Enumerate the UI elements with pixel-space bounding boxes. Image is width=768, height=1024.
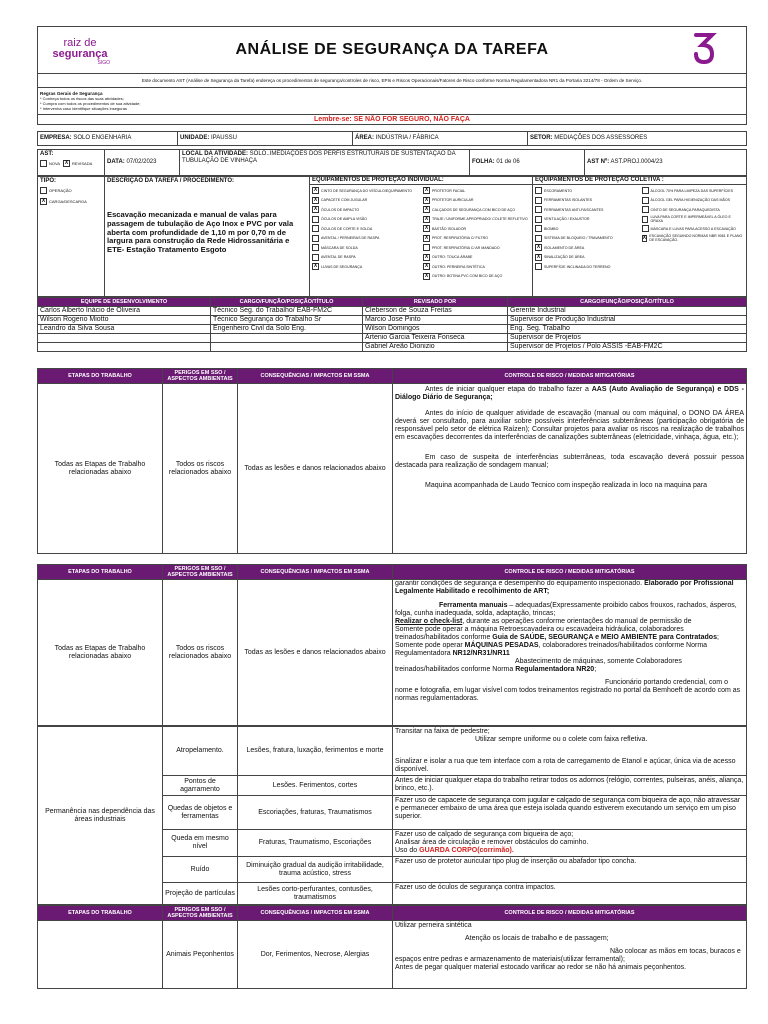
consequencia-cell: Diminuição gradual da audição irritabilidade, trauma acústico, stress xyxy=(238,857,393,883)
checkbox[interactable]: X xyxy=(313,187,318,194)
etapa-cell xyxy=(38,921,163,989)
checklist-item xyxy=(423,262,530,272)
controle-cell xyxy=(393,796,747,830)
checklist-item xyxy=(312,196,419,206)
epi-column-1 xyxy=(310,185,421,282)
team-cell: Wilson Domingos xyxy=(363,325,508,334)
checklist-label: MÁSCARA DE SOLDA xyxy=(321,245,358,250)
controle-text: Antes do início de qualquer atividade de escavação (manual ou com máquinal, o DONO DA ÁREA deverá ser consultado, para auxiliar sobre possíveis interferências subterrâneas (participação obrigatória de responsável pelo setor de elétrica Raízen); Consultar projetos para avaliar os riscos na realização de trabalhos em escavações decorrentes da interferências de canalizações subterrâneas (eletricidade, vinhaça, água, etc.); xyxy=(395,410,744,441)
checklist-item xyxy=(312,186,419,196)
checklist-item xyxy=(312,243,419,253)
checklist-item xyxy=(642,186,745,196)
checklist-item xyxy=(312,205,419,215)
data-value: 07/02/2023 xyxy=(126,159,157,165)
checkbox[interactable]: X xyxy=(313,196,318,203)
perigo-cell: Projeção de partículas xyxy=(163,883,238,905)
controle-text: garantir condições de segurança e desempenho do equipamento inspecionado. xyxy=(395,580,645,587)
checklist-item xyxy=(312,224,419,234)
setor-label: SETOR: xyxy=(530,135,553,141)
checklist-label: SINALIZAÇÃO DE ÁREA xyxy=(544,255,585,260)
controle-text: Analisar área de circulação e remover obstáculos do caminho. xyxy=(395,839,589,846)
checklist-label: VENTILAÇÃO / EXAUSTOR xyxy=(544,217,590,222)
checkbox[interactable] xyxy=(312,244,319,251)
controle-text: ; xyxy=(594,666,597,673)
unidade-value: IPAUSSU xyxy=(211,135,237,141)
checklist-item xyxy=(423,186,530,196)
team-cell: Gerente Industrial xyxy=(508,307,747,316)
team-cell xyxy=(211,334,363,343)
controle-cell xyxy=(393,921,747,989)
checkbox[interactable]: X xyxy=(536,244,541,251)
rules-box xyxy=(38,88,747,115)
local-label: LOCAL DA ATIVIDADE: xyxy=(182,151,248,157)
controle-text: Maquina acompanhada de Laudo Tecnico com inspeção realizada in loco na maquina para xyxy=(425,482,708,489)
epc-column-1 xyxy=(533,185,640,273)
perigo-cell: Quedas de objetos e ferramentas xyxy=(163,796,238,830)
controle-text: Transitar na faixa de pedestre; xyxy=(395,728,490,735)
checkbox[interactable] xyxy=(535,197,542,204)
risk-header: PERIGOS EM SSO / ASPECTOS AMBIENTAIS xyxy=(163,565,238,580)
checklist-label: ISOLAMENTO DE ÁREA xyxy=(544,245,585,250)
controle-bold: AAS (Auto Avaliação de Segurança) e DDS -Diálogo Diário de Segurança; xyxy=(395,386,744,401)
checklist-label: OUTRO: PERNEIRA SINTÉTICA xyxy=(432,264,485,269)
epi-label: EQUIPAMENTOS DE PROTEÇÃO INDIVIDUAL: xyxy=(310,177,532,185)
checkbox[interactable]: X xyxy=(424,215,429,222)
revisada-label: REVISADA xyxy=(72,161,93,166)
controle-text: Atenção os locais de trabalho e de passagem; xyxy=(465,935,609,942)
checklist-label: LUVAS DE SEGURANÇA xyxy=(321,264,363,269)
checklist-item xyxy=(535,215,638,225)
team-header: CARGO/FUNÇÃO/POSIÇÃO/TÍTULO xyxy=(508,298,747,307)
header-table xyxy=(37,26,747,74)
folha-value: 01 de 06 xyxy=(496,159,520,165)
remember-banner xyxy=(38,115,747,125)
team-cell: Wilson Rogerio Miotto xyxy=(38,316,211,325)
team-cell: Técnico Segurança do Trabalho Sr xyxy=(211,316,363,325)
checkbox[interactable] xyxy=(312,254,319,261)
controle-text: Utilizar sempre uniforme ou o colete com faixa refletiva. xyxy=(475,736,648,743)
rule-item: * Intervenha caso identifique situações inseguras xyxy=(40,106,127,111)
controle-bold: Ferramenta manuais xyxy=(439,602,508,609)
controle-cell xyxy=(393,830,747,857)
tipo-option: CARGA/DESCARGA xyxy=(49,199,87,204)
controle-text: Abastecimento de máquinas, somente Colaboradores treinados/habilitados conforme Norma xyxy=(395,658,682,673)
controle-text: Em caso de suspeita de interferências subterrâneas, toda escavação deverá possuir pessoa destacada para realização de sondagem manual; xyxy=(395,454,744,469)
desc-label: DESCRIÇÃO DA TAREFA / PROCEDIMENTO: xyxy=(107,178,235,184)
checklist-item xyxy=(312,215,419,225)
brand-symbol-icon xyxy=(662,27,747,74)
perigo-cell: Ruído xyxy=(163,857,238,883)
consequencia-cell: Lesões, fratura, luxação, ferimentos e morte xyxy=(238,727,393,776)
epi-column-2 xyxy=(421,185,532,282)
checkbox[interactable] xyxy=(535,206,542,213)
controle-bold: MÁQUINAS PESADAS xyxy=(464,642,539,649)
checkbox[interactable] xyxy=(642,187,649,194)
checklist-item xyxy=(423,205,530,215)
team-body xyxy=(38,307,747,352)
controle-text: Antes de iniciar qualquer etapa do trabalho fazer a xyxy=(425,386,592,393)
team-cell: Gabriel Areão Dionizio xyxy=(363,343,508,352)
intro-text: Este documento AST (Análise de Segurança da Tarefa) endereça os procedimentos de segurança/controles de risco, EPIs e Riscos Operacionais/Fatores de Risco conforme Norma Regulamentadora NR1 da Portaria 3214/78 - Ordem de Serviço. xyxy=(38,74,747,88)
team-cell: Supervisor de Projetos xyxy=(508,334,747,343)
team-header: EQUIPE DE DESENVOLVIMENTO xyxy=(38,298,211,307)
checklist-label: ÁLCOOL GEL PARA HIGIENIZAÇÃO DAS MÃOS xyxy=(650,198,731,203)
checkbox[interactable] xyxy=(312,216,319,223)
desc-cell xyxy=(105,177,310,297)
team-cell xyxy=(38,343,211,352)
risk-header: CONTROLE DE RISCO / MEDIDAS MITIGATÓRIAS xyxy=(393,369,747,384)
consequencia-cell: Todas as lesões e danos relacionados abaixo xyxy=(238,580,393,726)
checklist-label: SUPERFÍCIE INCLINADA DO TERRENO xyxy=(544,264,611,269)
epc-label: EQUIPAMENTOS DE PROTEÇÃO COLETIVA : xyxy=(533,177,746,185)
block3-body xyxy=(38,727,747,905)
team-cell: Eng. Seg. Trabalho xyxy=(508,325,747,334)
perigo-cell: Atropelamento. xyxy=(163,727,238,776)
team-cell: Artenio Garcia Teixeira Fonseca xyxy=(363,334,508,343)
consequencia-cell: Lesões corto-perfurantes, contusões, traumatismos xyxy=(238,883,393,905)
controle-text: Antes de iniciar qualquer etapa do trabalho retirar todos os adornos (relógio, correntes, pulseiras, anéis, aliança, brinco, etc.). xyxy=(395,777,744,792)
perigo-cell: Todos os riscos relacionados abaixo xyxy=(163,580,238,726)
checkbox[interactable]: X xyxy=(424,253,429,260)
controle-text: Fazer uso de capacete de segurança com jugular e calçado de segurança com biqueira de aço, não atravessar e permanecer embaixo de uma área que esteja isolada quando estiverem executando um serviço em um piso superior. xyxy=(395,797,741,820)
controle-cell xyxy=(393,883,747,905)
checkbox[interactable]: X xyxy=(424,206,429,213)
checklist-label: FERRAMENTAS ANTI-FAISCANTES xyxy=(544,207,604,212)
team-cell: Marcio Jose Pinto xyxy=(363,316,508,325)
checkbox[interactable] xyxy=(312,225,319,232)
controle-text: Sinalizar e isolar a rua que tem interface com a rota de carregamento de Etanol e açúcar, única via de acesso disponível. xyxy=(395,758,736,773)
checklist-item xyxy=(423,253,530,263)
controle-cell xyxy=(393,857,747,883)
checkbox[interactable]: X xyxy=(424,196,429,203)
controle-cell xyxy=(393,580,747,726)
rule-item: * Conheça todos os riscos das suas atividades; xyxy=(40,96,124,101)
checkbox[interactable]: X xyxy=(424,272,429,279)
checklist-item xyxy=(642,196,745,206)
checkbox[interactable] xyxy=(535,235,542,242)
checkbox[interactable] xyxy=(642,225,649,232)
checklist-item xyxy=(423,272,530,282)
risk-header: CONTROLE DE RISCO / MEDIDAS MITIGATÓRIAS xyxy=(393,906,747,921)
checkbox[interactable]: X xyxy=(642,234,647,241)
controle-text: , durante as operações conforme orientações do manual de permissão de xyxy=(462,618,692,625)
ast-type xyxy=(38,150,105,176)
controle-text: Não colocar as mãos em tocas, buracos e espaços entre pedras e armazenamento de materiais(utilizar ferramental); xyxy=(395,948,741,963)
rule-item: * Cumpra com todos os procedimentos de sua atividade; xyxy=(40,101,141,106)
controle-bold: Realizar o check-list xyxy=(395,618,463,625)
empresa-label: EMPRESA: xyxy=(40,135,72,141)
risk-table-2 xyxy=(37,564,747,726)
checklist-item xyxy=(535,253,638,263)
team-cell xyxy=(38,334,211,343)
controle-text: Somente pode operar a máquina Retroescavadeira ou escavadeira hidráulica, colaboradores treinados/habilitados conforme xyxy=(395,626,684,641)
checklist-label: PROTETOR FACIAL xyxy=(432,188,466,193)
checklist-item xyxy=(535,196,638,206)
team-cell xyxy=(211,343,363,352)
team-cell: Carlos Alberto Inácio de Oliveira xyxy=(38,307,211,316)
nova-checkbox[interactable] xyxy=(40,160,47,167)
checklist-label: OUTRO: TOUCA ÁRABE xyxy=(432,255,473,260)
risk-header: CONTROLE DE RISCO / MEDIDAS MITIGATÓRIAS xyxy=(393,565,747,580)
checklist-label: PROTETOR AURICULAR xyxy=(432,198,474,203)
checklist-item xyxy=(423,215,530,225)
consequencia-cell: Dor, Ferimentos, Necrose, Alergias xyxy=(238,921,393,989)
logo-line-1: raiz de xyxy=(63,36,97,49)
logo xyxy=(38,27,123,74)
operacao-checkbox[interactable] xyxy=(40,187,47,194)
checklist-label: ESCORAMENTO xyxy=(544,188,573,193)
checklist-label: LUVA PARA CORTE E IMPERMEÁVEL A ÓLEO E GRAXA xyxy=(650,215,731,224)
checklist-item xyxy=(642,234,745,244)
ast-num-value: AST.PROJ.0004/23 xyxy=(610,159,663,165)
perigo-cell: Pontos de agarramento xyxy=(163,776,238,796)
team-table xyxy=(37,297,747,352)
team-row xyxy=(38,316,747,325)
checkbox[interactable]: X xyxy=(313,263,318,270)
controle-text: ; xyxy=(716,634,719,641)
nova-label: NOVA xyxy=(49,161,61,166)
checklist-label: ÓCULOS DE CORTE E SOLDA xyxy=(321,226,373,231)
controle-text: Fazer uso de óculos de segurança contra impactos. xyxy=(395,884,556,891)
local-value: SOLO..IMEDIAÇÕES DOS PERFIS ESTRUTURAIS DE SUSTENTAÇÃO DA TUBULAÇÃO DE VINHAÇA xyxy=(182,151,456,164)
checklist-label: ÁLCOOL 70% PARA LIMPEZA DAS SUPERFÍCIES xyxy=(650,188,733,193)
checklist-label: CINTO DE SEGURANÇA PARAQUEDISTA xyxy=(650,207,720,212)
risk-header: ETAPAS DO TRABALHO xyxy=(38,906,163,921)
controle-highlight: GUARDA CORPO(corrimão). xyxy=(419,847,514,854)
tipo-option: OPERAÇÃO xyxy=(49,188,72,193)
team-cell: Leandro da Silva Sousa xyxy=(38,325,211,334)
remember-prefix: Lembre-se: xyxy=(314,116,354,123)
risk-header: ETAPAS DO TRABALHO xyxy=(38,565,163,580)
checklist-item xyxy=(535,243,638,253)
consequencia-cell: Lesões. Ferimentos, cortes xyxy=(238,776,393,796)
checkbox[interactable] xyxy=(535,187,542,194)
checkbox[interactable] xyxy=(642,206,649,213)
checklist-item xyxy=(535,234,638,244)
checkbox[interactable] xyxy=(312,235,319,242)
perigo-cell: Todos os riscos relacionados abaixo xyxy=(163,384,238,554)
epc-column-2 xyxy=(640,185,747,273)
team-row xyxy=(38,307,747,316)
controle-bold: NR12/NR31/NR11 xyxy=(452,650,510,657)
checkbox[interactable]: X xyxy=(313,206,318,213)
checklist-item xyxy=(423,224,530,234)
risk-header: CONSEQUÊNCIAS / IMPACTOS EM SSMA xyxy=(238,565,393,580)
checkbox[interactable]: X xyxy=(424,234,429,241)
checklist-label: MÁSCARA E LUVAS PARA ACESSO A ESCAVAÇÃO xyxy=(650,226,736,231)
consequencia-cell: Escoriações, fraturas, Traumatismos xyxy=(238,796,393,830)
checkbox[interactable] xyxy=(642,216,649,223)
carga-checkbox[interactable]: X xyxy=(41,198,46,204)
checklist-item xyxy=(642,205,745,215)
checklist-item xyxy=(312,234,419,244)
ast-label: AST: xyxy=(40,151,54,157)
document-page-1 xyxy=(37,26,747,528)
info-table xyxy=(37,131,747,146)
checklist-label: CAPACETE COM JUGULAR xyxy=(321,198,368,203)
checkbox[interactable]: X xyxy=(424,187,429,194)
team-row xyxy=(38,325,747,334)
checklist-item xyxy=(535,205,638,215)
controle-text: , colaboradores treinados/habilitados conforme Norma Regulamentadora xyxy=(395,642,708,657)
checklist-label: ESCAVAÇÃO SEGUINDO NORMAS NBR 9061 E PLANO DE ESCAVAÇÃO. xyxy=(649,234,743,243)
unidade-label: UNIDADE: xyxy=(180,135,210,141)
checklist-label: BASTÃO ISOLADOR xyxy=(432,226,467,231)
controle-text: Uso do xyxy=(395,847,420,854)
logo-line-2: segurança xyxy=(52,47,108,60)
checkbox[interactable] xyxy=(423,244,430,251)
ast-num-label: AST Nº: xyxy=(587,159,610,165)
folha-label: FOLHA: xyxy=(472,159,495,165)
controle-cell xyxy=(393,384,747,554)
checklist-label: OUTRO: BOTINA PVC COM BICO DE AÇO xyxy=(432,274,503,279)
controle-text: Utilizar perneira sintética xyxy=(395,922,472,929)
data-label: DATA: xyxy=(107,159,125,165)
risk-table-4 xyxy=(37,905,747,989)
controle-bold: Regulamentadora NR20 xyxy=(515,666,595,673)
tipo-label: TIPO: xyxy=(40,178,56,184)
checklist-item xyxy=(312,262,419,272)
team-row xyxy=(38,343,747,352)
team-cell: Supervisor de Projetos / Polo ASSIS -EAB-FM2C xyxy=(508,343,747,352)
team-header: CARGO/FUNÇÃO/POSIÇÃO/TÍTULO xyxy=(211,298,363,307)
epi-cell xyxy=(310,177,533,297)
empresa-value: SOLO ENGENHARIA xyxy=(73,135,132,141)
risk-header: PERIGOS EM SSO / ASPECTOS AMBIENTAIS xyxy=(163,906,238,921)
checkbox[interactable]: X xyxy=(424,263,429,270)
etapa-cell: Todas as Etapas de Trabalho relacionadas abaixo xyxy=(38,580,163,726)
team-cell: Supervisor de Produção Industrial xyxy=(508,316,747,325)
team-cell: Cleberson de Souza Freitas xyxy=(363,307,508,316)
checklist-item xyxy=(535,262,638,272)
checklist-item xyxy=(535,224,638,234)
epc-cell xyxy=(533,177,747,297)
task-description: Escavação mecanizada e manual de valas para passagem de tubulação de Aço Inox e PVC por vala aberta com profundidade de 1,10 m por 0,70 m de largura para construção da Rede Hidrossanitária e ETE- Estação Tratamento Esgoto xyxy=(107,210,294,255)
area-value: INDÚSTRIA / FÁBRICA xyxy=(375,135,439,141)
checklist-label: FERRAMENTAS ISOLANTES xyxy=(544,198,593,203)
document-page-2 xyxy=(37,564,747,1024)
controle-text: – adequadas(Expressamente proibido cabos frouxos, rachados, ásperos, folga, cunha inadequada, solda, adaptação, trincas; xyxy=(395,602,737,617)
checkbox[interactable]: X xyxy=(536,253,541,260)
checklist-label: CINTO DE SEGURANÇA DO VEÍCULO/EQUIPAMENTO xyxy=(321,188,413,193)
checklist-label: ÓCULOS DE IMPACTO xyxy=(321,207,360,212)
risk-header: CONSEQUÊNCIAS / IMPACTOS EM SSMA xyxy=(238,369,393,384)
risk-header: PERIGOS EM SSO / ASPECTOS AMBIENTAIS xyxy=(163,369,238,384)
controle-text: Fazer uso de protetor auricular tipo plug de inserção ou abafador tipo concha. xyxy=(395,858,637,865)
checkbox[interactable] xyxy=(642,197,649,204)
checklist-label: PROT. RESPIRATÓRIA C/ AR MANDADO xyxy=(432,245,500,250)
risk-header: ETAPAS DO TRABALHO xyxy=(38,369,163,384)
task-table xyxy=(37,176,747,297)
consequencia-cell: Todas as lesões e danos relacionados abaixo xyxy=(238,384,393,554)
setor-value: MEDIAÇÕES DOS ASSESSORES xyxy=(554,135,648,141)
checkbox[interactable]: X xyxy=(424,225,429,232)
checklist-label: ÓCULOS DE AMPLA VISÃO xyxy=(321,217,367,222)
checklist-item xyxy=(423,243,530,253)
checklist-item xyxy=(642,224,745,234)
perigo-cell: Animais Peçonhentos xyxy=(163,921,238,989)
checklist-label: CALÇADOS DE SEGURANÇA COM BICO DE AÇO xyxy=(432,207,516,212)
checklist-item xyxy=(642,215,745,225)
controle-bold: Guia de SAÚDE, SEGURANÇA e MEIO AMBIENTE para Contratados xyxy=(492,634,717,641)
checklist-label: AVENTAL DE RASPA xyxy=(321,255,356,260)
risk-table-3 xyxy=(37,726,747,905)
consequencia-cell: Fraturas, Traumatismo, Escoriações xyxy=(238,830,393,857)
team-cell: Engenheiro Civil da Solo Eng. xyxy=(211,325,363,334)
checkbox[interactable] xyxy=(535,263,542,270)
checklist-label: AVENTAL / PERNEIRAS DE RASPA xyxy=(321,236,380,241)
risk-row xyxy=(38,727,747,776)
logo-line-3: SIGO xyxy=(97,59,110,66)
checkbox[interactable] xyxy=(535,225,542,232)
team-row xyxy=(38,334,747,343)
info-table-2 xyxy=(37,149,747,176)
controle-cell xyxy=(393,727,747,776)
controle-text: Funcionário portando credencial, com o nome e fotografia, em lugar visível com todos treinamentos registrado no portal da Bemhoeft de acordo com as normas regulamentadoras. xyxy=(395,679,741,702)
remember-text: SE NÃO FOR SEGURO, NÃO FAÇA xyxy=(353,116,470,123)
checklist-item xyxy=(535,186,638,196)
checklist-item xyxy=(312,253,419,263)
perigo-cell: Queda em mesmo nível xyxy=(163,830,238,857)
risk-table-1 xyxy=(37,368,747,554)
team-header: REVISADO POR xyxy=(363,298,508,307)
checkbox[interactable] xyxy=(535,216,542,223)
etapa-cell: Permanência nas dependência das áreas industriais xyxy=(38,727,163,905)
controle-cell xyxy=(393,776,747,796)
etapa-cell: Todas as Etapas de Trabalho relacionadas abaixo xyxy=(38,384,163,554)
revisada-checkbox[interactable]: X xyxy=(64,160,69,166)
checklist-item xyxy=(423,196,530,206)
risk-header: CONSEQUÊNCIAS / IMPACTOS EM SSMA xyxy=(238,906,393,921)
checklist-label: PROT. RESPIRATÓRIA C/ FILTRO xyxy=(432,236,488,241)
page-title: ANÁLISE DE SEGURANÇA DA TAREFA xyxy=(122,27,662,74)
controle-text: Somente pode operar xyxy=(395,642,465,649)
controle-text: Fazer uso de calçado de segurança com biqueira de aço; xyxy=(395,831,574,838)
checklist-label: TRAJE / UNIFORME APROPRIADO/ COLETE REFLETIVO xyxy=(432,217,528,222)
controle-text: Antes de pegar qualquer material estocado varificar ao redor se não há animais peçonhentos. xyxy=(395,964,687,971)
checklist-label: SISTEMA DE BLOQUEIO / TRAVAMENTO xyxy=(544,236,613,241)
team-cell: Técnico Seg. do Trabalho/ EAB-FM2C xyxy=(211,307,363,316)
area-label: ÁREA: xyxy=(355,135,374,141)
controle-bold: Elaborado por Profissional Legalmente Habilitado e recolhimento de ART; xyxy=(395,580,734,595)
checklist-item xyxy=(423,234,530,244)
checklist-label: BIOMBO xyxy=(544,226,559,231)
tipo-cell xyxy=(38,177,105,297)
rules-title: Regras Gerais de Segurança xyxy=(40,91,103,96)
